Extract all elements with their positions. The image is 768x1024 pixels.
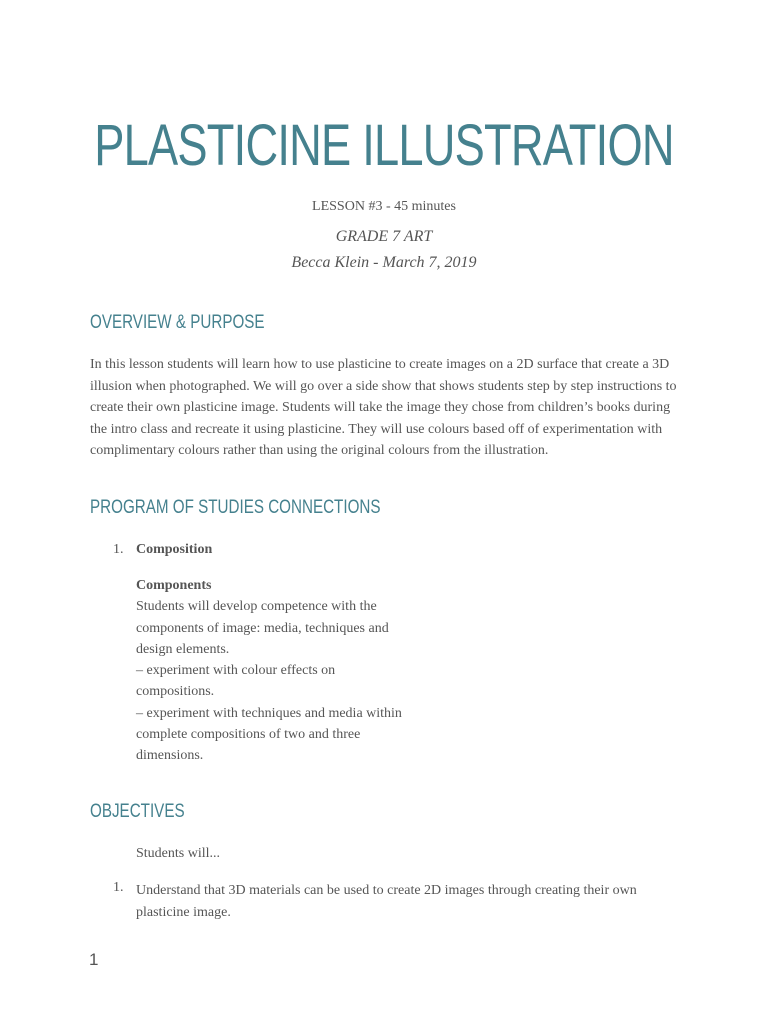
list-number: 1. xyxy=(113,542,124,557)
components-line: design elements. xyxy=(136,641,230,657)
components-line: complete compositions of two and three xyxy=(136,727,361,743)
components-line: compositions. xyxy=(136,684,215,700)
author-date: Becca Klein - March 7, 2019 xyxy=(291,254,477,271)
components-label: Components xyxy=(136,578,212,593)
program-heading: PROGRAM OF STUDIES CONNECTIONS xyxy=(90,497,381,518)
components-line: – experiment with colour effects on xyxy=(136,663,336,679)
objective-item: Understand that 3D materials can be used to create 2D images through creating their own plasticine image. xyxy=(136,883,637,920)
composition-label: Composition xyxy=(136,542,213,557)
lesson-info: LESSON #3 - 45 minutes xyxy=(312,199,456,214)
grade-info: GRADE 7 ART xyxy=(335,228,433,245)
components-line: Students will develop competence with the xyxy=(136,599,377,615)
objectives-heading: OBJECTIVES xyxy=(90,801,185,822)
components-line: dimensions. xyxy=(136,748,204,764)
document-title: PLASTICINE ILLUSTRATION xyxy=(94,113,674,178)
components-block xyxy=(136,575,406,767)
components-line: – experiment with techniques and media within xyxy=(136,705,402,721)
objectives-intro: Students will... xyxy=(136,846,221,861)
list-number: 1. xyxy=(113,880,124,895)
overview-heading: OVERVIEW & PURPOSE xyxy=(90,312,265,333)
page-number: 1 xyxy=(89,950,99,969)
components-line: components of image: media, techniques and xyxy=(136,620,389,636)
overview-paragraph: In this lesson students will learn how to use plasticine to create images on a 2D surface that create a 3D illusion when photographed. We will go over a side show that shows students step by step instructions to create their own plasticine image. Students will take the image they chose from children’s books during the intro class and recreate it using plasticine. They will use colours based off of experimentation with complimentary colours rather than using the original colours from the illustration. xyxy=(90,357,677,459)
